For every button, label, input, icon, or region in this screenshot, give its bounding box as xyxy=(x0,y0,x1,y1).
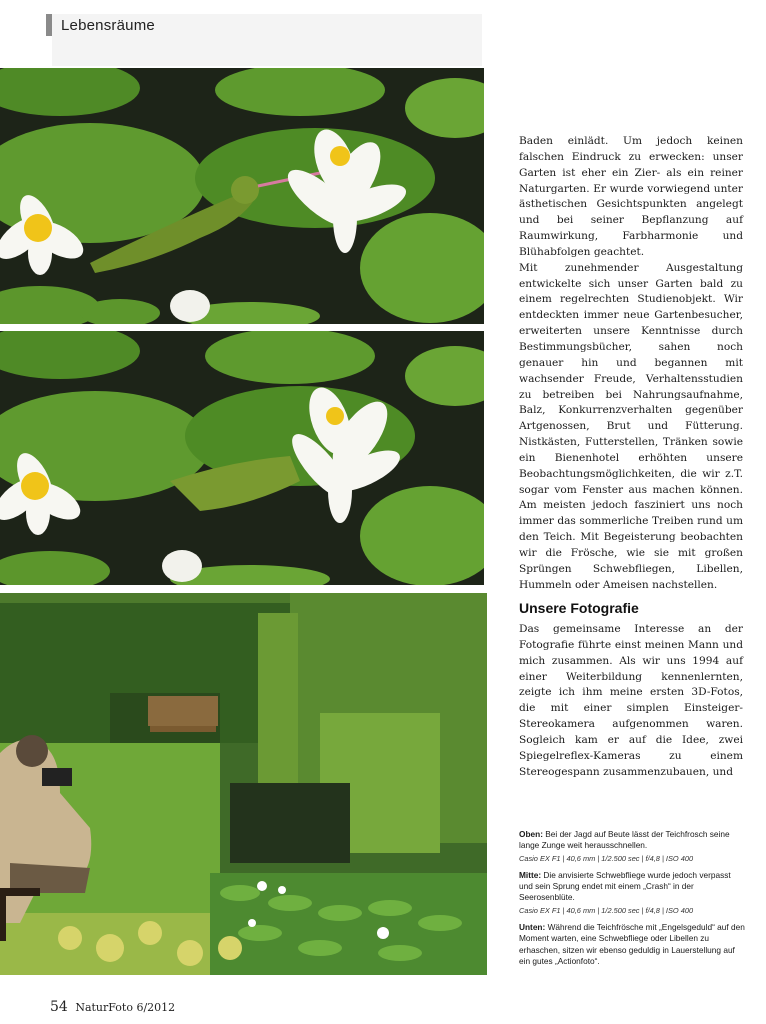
paragraph-2: Mit zunehmender Ausgestaltung entwickelte sich unser Garten bald zu einem regelrechten Studienobjekt. Wir entdeckten immer neue Gartenbesucher, erweiterten unsere Kenntnisse durch Bestimmungsbücher, sahen noch genauer hin und begannen mit wachsender Freude, Verhaltensstudien zu betreiben bei Nahrungsaufnahme, Balz, Konkurrenzverhalten gegenüber Artgenossen, Brut und Fütterung. Nistkästen, Futterstellen, Tränken sowie ein Bienenhotel erhöhten unsere Beobachtungsmöglichkeiten, die wir z.T. sogar vom Fenster aus machen können. Am meisten jedoch fasziniert uns noch immer das sommerliche Treiben rund um den Teich. Mit Begeisterung beobachten wir die Frösche, wie sie mit großen Sprüngen Schwebfliegen, Libellen, Hummeln oder Ameisen nachstellen. xyxy=(519,261,743,591)
section-marker xyxy=(46,14,52,36)
photo-frog-tongue xyxy=(0,68,484,324)
page-number: 54 xyxy=(50,999,68,1015)
caption-text: Während die Teichfrösche mit „Engelsgeduld“ auf den Moment warten, eine Schwebfliege oder Libellen zu erhaschen, sitzen wir ebenso geduldig in Lauerstellung auf ein gutes „Actionfoto“. xyxy=(519,922,745,966)
photo-captions xyxy=(519,829,745,973)
caption-label: Oben: xyxy=(519,829,543,839)
page-footer xyxy=(50,999,175,1015)
caption-text: Bei der Jagd auf Beute lässt der Teichfrosch seine lange Zunge weit herausschnellen. xyxy=(519,829,730,851)
caption-label: Mitte: xyxy=(519,869,542,880)
photo-garden-pond xyxy=(0,593,487,975)
paragraph-3: Das gemeinsame Interesse an der Fotografie führte einst meinen Mann und mich zusammen. Als wir uns 1994 auf einer Weiterbildung kennenlernten, zeigte ich ihm meine ersten 3D-Fotos, die mit einer simplen Einsteiger-Stereokamera aufgenommen waren. Sogleich kam er auf die Idee, zwei Spiegelreflex-Kameras zu einem Stereogespann zusammenzubauen, und xyxy=(519,623,743,778)
magazine-issue: NaturFoto 6/2012 xyxy=(75,1001,176,1014)
photo-frog-crash xyxy=(0,331,484,585)
caption-camera-meta: Casio EX F1 | 40,6 mm | 1/2.500 sec | f/4,8 | ISO 400 xyxy=(519,905,694,915)
section-title: Lebensräume xyxy=(61,17,155,34)
paragraph-1: Baden einlädt. Um jedoch keinen falschen Eindruck zu erwecken: unser Garten ist eher ein Zier- als ein reiner Naturgarten. Er wurde vorwiegend unter ästhetischen Gesichtspunkten angelegt und bei seiner Bepflanzung auf Raumwirkung, Farbharmonie und Blühabfolgen geachtet. xyxy=(519,135,743,258)
caption-middle xyxy=(519,870,745,916)
caption-camera-meta: Casio EX F1 | 40,6 mm | 1/2.500 sec | f/4,8 | ISO 400 xyxy=(519,853,694,863)
section-heading: Unsere Fotografie xyxy=(519,600,639,616)
caption-top xyxy=(519,829,745,864)
body-text-top xyxy=(519,134,743,593)
caption-label: Unten: xyxy=(519,922,546,933)
body-text-bottom xyxy=(519,622,743,780)
caption-bottom xyxy=(519,922,745,967)
caption-text: Die anvisierte Schwebfliege wurde jedoch verpasst und sein Sprung endet mit einem „Crash“ in der Seerosenblüte. xyxy=(519,869,731,903)
